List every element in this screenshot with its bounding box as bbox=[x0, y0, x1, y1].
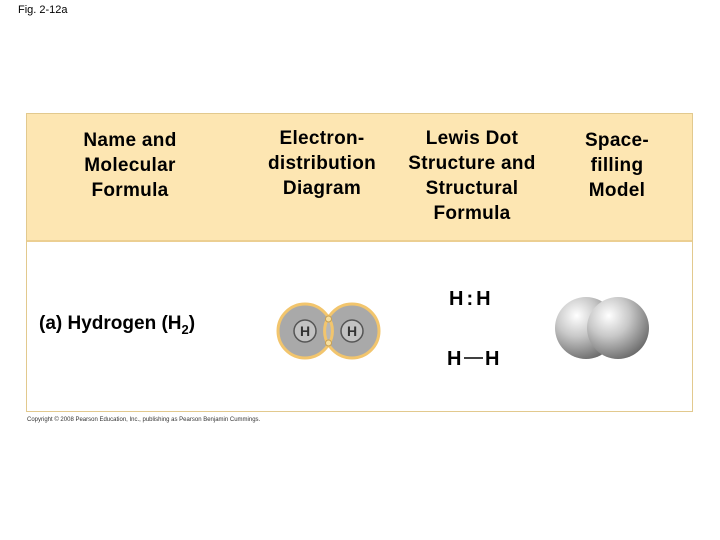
shared-electron-top bbox=[326, 316, 332, 322]
header-space-filling: Space- filling Model bbox=[584, 130, 650, 201]
header-electron-diagram: Electron- distribution Diagram bbox=[267, 128, 377, 199]
table-header bbox=[27, 114, 692, 242]
header-name-formula: Name and Molecular Formula bbox=[83, 130, 177, 201]
shared-electron-bottom bbox=[326, 340, 332, 346]
copyright-notice: Copyright © 2008 Pearson Education, Inc., publishing as Pearson Benjamin Cummings. bbox=[27, 417, 261, 423]
struct-left-h: H bbox=[447, 348, 462, 370]
space-filling-model bbox=[553, 293, 653, 363]
right-atom-symbol: H bbox=[346, 323, 358, 339]
struct-right-h: H bbox=[485, 348, 500, 370]
molecule-table bbox=[26, 113, 693, 412]
row-label-hydrogen: (a) Hydrogen $(H_2)$ bbox=[39, 313, 196, 337]
structural-formula bbox=[445, 343, 515, 373]
electron-distribution-diagram bbox=[275, 301, 385, 361]
lewis-dot-structure: H : H bbox=[449, 288, 491, 310]
figure-label: Fig. 2-12a bbox=[18, 4, 68, 16]
right-hydrogen-sphere bbox=[587, 297, 649, 359]
header-lewis-structure: Lewis Dot Structure and Structural Formula bbox=[408, 128, 536, 224]
left-atom-symbol: H bbox=[299, 323, 311, 339]
